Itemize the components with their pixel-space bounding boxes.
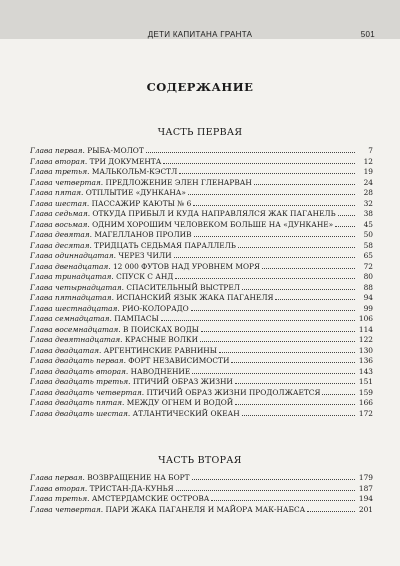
chapter-page-number: 122	[358, 335, 373, 344]
leader-dots	[322, 387, 355, 395]
chapter-number: Глава двадцатая	[30, 345, 100, 355]
toc-entry: Глава шестнадцатая . РИО-КОЛОРАДО 99	[30, 303, 373, 313]
chapter-number: Глава шестнадцатая	[30, 303, 118, 313]
chapter-number: Глава третья	[30, 494, 88, 503]
leader-dots	[238, 240, 355, 248]
chapter-title: КРАСНЫЕ ВОЛКИ	[124, 335, 199, 344]
chapter-title: МЕЖДУ ОГНЕМ И ВОДОЙ	[126, 398, 234, 407]
leader-dots	[338, 208, 355, 216]
leader-dots	[188, 187, 355, 195]
chapter-page-number: 58	[363, 240, 373, 250]
toc-entry: Глава четвертая . ПАРИ ЖАКА ПАГАНЕЛЯ И МАЙОРА МАК-НАБСА 201	[30, 504, 373, 514]
running-title: ДЕТИ КАПИТАНА ГРАНТА	[147, 30, 253, 39]
chapter-title: ОТПЛЫТИЕ «ДУНКАНА»	[85, 188, 186, 197]
toc-entry: Глава двадцать вторая . НАВОДНЕНИЕ 143	[30, 366, 373, 376]
chapter-title: ПРЕДЛОЖЕНИЕ ЭЛЕН ГЛЕНАРВАН	[105, 177, 252, 187]
chapter-title: АМСТЕРДАМСКИЕ ОСТРОВА	[91, 494, 210, 503]
chapter-page-number: 7	[368, 146, 373, 155]
chapter-title: В ПОИСКАХ ВОДЫ	[123, 324, 200, 334]
chapter-page-number: 24	[363, 177, 373, 187]
leader-dots	[262, 261, 355, 269]
toc-entry: Глава третья . АМСТЕРДАМСКИЕ ОСТРОВА 194	[30, 494, 373, 503]
toc-entry: Глава тринадцатая . СПУСК С АНД 80	[30, 272, 373, 281]
chapter-title: ТРИДЦАТЬ СЕДЬМАЯ ПАРАЛЛЕЛЬ	[94, 240, 236, 250]
leader-dots	[192, 366, 355, 374]
toc-entry: Глава девятнадцатая . КРАСНЫЕ ВОЛКИ 122	[30, 335, 373, 344]
toc-entry: Глава восьмая . ОДНИМ ХОРОШИМ ЧЕЛОВЕКОМ БОЛЬШЕ НА «ДУНКАНЕ» 45	[30, 219, 373, 229]
chapter-title: ИСПАНСКИЙ ЯЗЫК ЖАКА ПАГАНЕЛЯ	[116, 293, 274, 302]
chapter-title: ЧЕРЕЗ ЧИЛИ	[118, 251, 172, 260]
toc-part-two	[30, 472, 373, 514]
toc-entry: Глава двадцать шестая . АТЛАНТИЧЕСКИЙ ОКЕАН 172	[30, 408, 373, 418]
chapter-title: МАЛЬКОЛЬМ-КЭСТЛ	[91, 167, 178, 176]
toc-entry: Глава двенадцатая . 12 000 ФУТОВ НАД УРОВНЕМ МОРЯ 72	[30, 261, 373, 271]
chapter-number: Глава одиннадцатая	[30, 251, 114, 260]
chapter-page-number: 19	[363, 167, 373, 176]
chapter-number: Глава седьмая	[30, 209, 88, 218]
chapter-number: Глава четырнадцатая	[30, 282, 122, 292]
chapter-title: ФОРТ НЕЗАВИСИМОСТИ	[128, 356, 230, 365]
chapter-number: Глава первая	[30, 473, 83, 482]
chapter-page-number: 65	[363, 251, 373, 260]
chapter-page-number: 166	[358, 398, 373, 407]
toc-entry: Глава одиннадцатая . ЧЕРЕЗ ЧИЛИ 65	[30, 251, 373, 260]
chapter-number: Глава пятнадцатая	[30, 293, 112, 302]
leader-dots	[235, 397, 355, 405]
chapter-page-number: 136	[358, 356, 373, 365]
chapter-number: Глава вторая	[30, 156, 85, 166]
leader-dots	[307, 504, 355, 512]
chapter-title: ОТКУДА ПРИБЫЛ И КУДА НАПРАВЛЯЛСЯ ЖАК ПАГАНЕЛЬ	[92, 209, 336, 218]
toc-part-one	[30, 145, 373, 418]
chapter-page-number: 187	[358, 483, 373, 493]
toc-entry: Глава первая . РЫБА-МОЛОТ 7	[30, 146, 373, 155]
chapter-number: Глава восемнадцатая	[30, 324, 119, 334]
leader-dots	[146, 145, 355, 153]
toc-entry: Глава десятая . ТРИДЦАТЬ СЕДЬМАЯ ПАРАЛЛЕЛЬ 58	[30, 240, 373, 250]
chapter-title: АТЛАНТИЧЕСКИЙ ОКЕАН	[132, 408, 240, 418]
toc-entry: Глава вторая . ТРИ ДОКУМЕНТА 12	[30, 156, 373, 166]
chapter-title: ПТИЧИЙ ОБРАЗ ЖИЗНИ ПРОДОЛЖАЕТСЯ	[146, 387, 321, 397]
running-header	[0, 0, 400, 39]
chapter-title: 12 000 ФУТОВ НАД УРОВНЕМ МОРЯ	[112, 261, 260, 271]
toc-entry: Глава первая . ВОЗВРАЩЕНИЕ НА БОРТ 179	[30, 473, 373, 482]
chapter-page-number: 179	[358, 473, 373, 482]
toc-entry: Глава пятая . ОТПЛЫТИЕ «ДУНКАНА» 28	[30, 188, 373, 197]
chapter-number: Глава шестая	[30, 198, 87, 208]
chapter-page-number: 201	[358, 504, 373, 514]
chapter-number: Глава четвертая	[30, 177, 101, 187]
chapter-number: Глава девятнадцатая	[30, 335, 121, 344]
contents-title: СОДЕРЖАНИЕ	[146, 80, 254, 94]
chapter-number: Глава двадцать вторая	[30, 366, 126, 376]
leader-dots	[194, 229, 355, 237]
toc-entry: Глава четырнадцатая . СПАСИТЕЛЬНЫЙ ВЫСТРЕЛ 88	[30, 282, 373, 292]
chapter-page-number: 28	[363, 188, 373, 197]
chapter-page-number: 194	[358, 494, 373, 503]
leader-dots	[200, 334, 355, 342]
chapter-page-number: 38	[363, 209, 373, 218]
chapter-page-number: 130	[358, 345, 373, 355]
page-number: 501	[360, 30, 375, 39]
chapter-title: НАВОДНЕНИЕ	[130, 366, 191, 376]
chapter-number: Глава двадцать первая	[30, 356, 124, 365]
chapter-number: Глава десятая	[30, 240, 90, 250]
chapter-title: СПУСК С АНД	[116, 272, 174, 281]
chapter-number: Глава двадцать третья	[30, 377, 129, 386]
leader-dots	[242, 282, 355, 290]
chapter-title: СПАСИТЕЛЬНЫЙ ВЫСТРЕЛ	[126, 282, 240, 292]
chapter-number: Глава двенадцатая	[30, 261, 109, 271]
chapter-number: Глава двадцать пятая	[30, 398, 123, 407]
leader-dots	[235, 376, 355, 384]
toc-entry: Глава восемнадцатая . В ПОИСКАХ ВОДЫ 114	[30, 324, 373, 334]
chapter-page-number: 151	[358, 377, 373, 386]
chapter-page-number: 172	[358, 408, 373, 418]
chapter-number: Глава двадцать шестая	[30, 408, 128, 418]
leader-dots	[163, 156, 355, 164]
chapter-number: Глава двадцать четвертая	[30, 387, 142, 397]
chapter-title: ПТИЧИЙ ОБРАЗ ЖИЗНИ	[132, 377, 233, 386]
toc-entry: Глава шестая . ПАССАЖИР КАЮТЫ № 6 32	[30, 198, 373, 208]
toc-entry: Глава двадцать третья . ПТИЧИЙ ОБРАЗ ЖИЗНИ 151	[30, 377, 373, 386]
chapter-title: ОДНИМ ХОРОШИМ ЧЕЛОВЕКОМ БОЛЬШЕ НА «ДУНКАНЕ»	[92, 219, 334, 229]
chapter-page-number: 114	[358, 324, 373, 334]
chapter-title: РИО-КОЛОРАДО	[122, 303, 189, 313]
part-one-title: ЧАСТЬ ПЕРВАЯ	[157, 127, 243, 138]
chapter-page-number: 106	[358, 314, 373, 323]
leader-dots	[161, 313, 355, 321]
toc-entry: Глава четвертая . ПРЕДЛОЖЕНИЕ ЭЛЕН ГЛЕНАРВАН 24	[30, 177, 373, 187]
leader-dots	[242, 408, 355, 416]
chapter-title: ПАМПАСЫ	[114, 314, 159, 323]
toc-entry: Глава седьмая . ОТКУДА ПРИБЫЛ И КУДА НАПРАВЛЯЛСЯ ЖАК ПАГАНЕЛЬ 38	[30, 209, 373, 218]
toc-entry: Глава вторая . ТРИСТАН-ДА-КУНЬЯ 187	[30, 483, 373, 493]
leader-dots	[175, 271, 355, 279]
chapter-page-number: 88	[363, 282, 373, 292]
chapter-title: МАГЕЛЛАНОВ ПРОЛИВ	[94, 230, 192, 239]
chapter-page-number: 99	[363, 303, 373, 313]
toc-entry: Глава двадцать четвертая . ПТИЧИЙ ОБРАЗ ЖИЗНИ ПРОДОЛЖАЕТСЯ 159	[30, 387, 373, 397]
toc-entry: Глава девятая . МАГЕЛЛАНОВ ПРОЛИВ 50	[30, 230, 373, 239]
leader-dots	[174, 250, 355, 258]
chapter-number: Глава тринадцатая	[30, 272, 112, 281]
leader-dots	[231, 355, 355, 363]
chapter-page-number: 72	[363, 261, 373, 271]
chapter-page-number: 12	[363, 156, 373, 166]
leader-dots	[192, 472, 355, 480]
chapter-title: ПАРИ ЖАКА ПАГАНЕЛЯ И МАЙОРА МАК-НАБСА	[105, 504, 306, 514]
chapter-title: АРГЕНТИНСКИЕ РАВНИНЫ	[103, 345, 218, 355]
chapter-number: Глава четвертая	[30, 504, 101, 514]
chapter-page-number: 80	[363, 272, 373, 281]
leader-dots	[193, 198, 355, 206]
chapter-title: ТРИ ДОКУМЕНТА	[89, 156, 162, 166]
toc-entry: Глава двадцать пятая . МЕЖДУ ОГНЕМ И ВОДОЙ 166	[30, 398, 373, 407]
leader-dots	[179, 166, 355, 174]
chapter-page-number: 45	[363, 219, 373, 229]
chapter-number: Глава третья	[30, 167, 88, 176]
chapter-title: ПАССАЖИР КАЮТЫ № 6	[91, 198, 192, 208]
chapter-page-number: 143	[358, 366, 373, 376]
chapter-page-number: 94	[363, 293, 373, 302]
chapter-title: РЫБА-МОЛОТ	[87, 146, 144, 155]
toc-entry: Глава двадцатая . АРГЕНТИНСКИЕ РАВНИНЫ 130	[30, 345, 373, 355]
chapter-page-number: 159	[358, 387, 373, 397]
chapter-number: Глава вторая	[30, 483, 85, 493]
leader-dots	[219, 345, 355, 353]
chapter-title: ТРИСТАН-ДА-КУНЬЯ	[89, 483, 174, 493]
toc-entry: Глава двадцать первая . ФОРТ НЕЗАВИСИМОСТИ 136	[30, 356, 373, 365]
chapter-number: Глава восьмая	[30, 219, 88, 229]
part-two-title: ЧАСТЬ ВТОРАЯ	[158, 455, 242, 466]
toc-entry: Глава пятнадцатая . ИСПАНСКИЙ ЯЗЫК ЖАКА ПАГАНЕЛЯ 94	[30, 293, 373, 302]
leader-dots	[275, 292, 355, 300]
chapter-page-number: 50	[363, 230, 373, 239]
chapter-page-number: 32	[363, 198, 373, 208]
chapter-number: Глава семнадцатая	[30, 314, 110, 323]
toc-entry: Глава третья . МАЛЬКОЛЬМ-КЭСТЛ 19	[30, 167, 373, 176]
leader-dots	[211, 493, 355, 501]
leader-dots	[335, 219, 355, 227]
toc-entry: Глава семнадцатая . ПАМПАСЫ 106	[30, 314, 373, 323]
chapter-number: Глава девятая	[30, 230, 90, 239]
leader-dots	[176, 483, 355, 491]
leader-dots	[254, 177, 355, 185]
leader-dots	[201, 324, 355, 332]
chapter-title: ВОЗВРАЩЕНИЕ НА БОРТ	[87, 473, 190, 482]
chapter-number: Глава первая	[30, 146, 83, 155]
leader-dots	[191, 303, 355, 311]
chapter-number: Глава пятая	[30, 188, 82, 197]
